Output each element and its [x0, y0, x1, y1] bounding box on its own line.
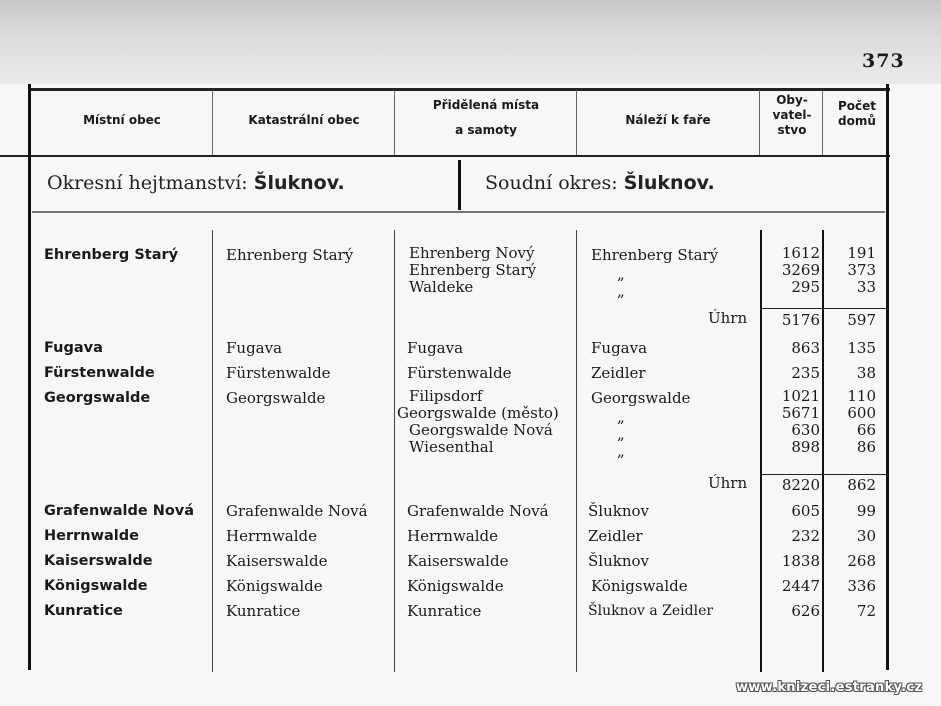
cell-obyv-total: 8220 [781, 476, 820, 494]
district-right [485, 172, 715, 194]
cell-obyv: 3269 [781, 261, 820, 279]
cell-katastr: Georgswalde [226, 389, 326, 407]
cell-obyv: 863 [791, 339, 820, 357]
header-bottom-rule [0, 155, 890, 157]
cell-mistni: Georgswalde [44, 390, 151, 406]
cell-mistni: Fugava [44, 340, 103, 356]
cell-domu: 191 [847, 244, 876, 262]
cell-misto: Grafenwalde Nová [407, 502, 549, 520]
table-right-border [886, 84, 889, 670]
cell-obyv: 630 [791, 421, 820, 439]
table-left-border [28, 84, 31, 670]
header-obyv-line1: Oby- [776, 93, 808, 107]
cell-obyv: 1021 [781, 387, 820, 405]
cell-obyv: 2447 [781, 577, 820, 595]
district-right-value: Šluknov. [623, 172, 715, 194]
cell-obyv: 626 [791, 602, 820, 620]
cell-misto: Wiesenthal [409, 438, 494, 456]
cell-mistni: Grafenwalde Nová [44, 503, 195, 519]
cell-misto: Kunratice [407, 602, 482, 620]
cell-fara: Šluknov [588, 502, 649, 520]
cell-obyv: 1612 [781, 244, 820, 262]
cell-misto: Fürstenwalde [407, 364, 512, 382]
cell-mistni: Herrnwalde [44, 528, 139, 544]
cell-fara-ditto: „ [617, 425, 625, 443]
cell-mistni: Ehrenberg Starý [44, 247, 179, 263]
header-domu-line1: Počet [837, 99, 877, 113]
column-divider [822, 230, 824, 672]
cell-mistni: Königswalde [44, 578, 148, 594]
column-divider [576, 230, 577, 672]
cell-obyv: 605 [791, 502, 820, 520]
cell-domu: 38 [856, 364, 876, 382]
sum-label: Úhrn [708, 309, 748, 327]
cell-fara: Königswalde [591, 577, 688, 595]
cell-katastr: Herrnwalde [226, 527, 318, 545]
header-nalezi-k-fare: Náleží k faře [625, 113, 711, 127]
cell-fara: Fugava [591, 339, 648, 357]
district-divider [458, 160, 461, 210]
cell-fara: Šluknov a Zeidler [588, 603, 714, 619]
header-domu-line2: domů [838, 114, 876, 128]
watermark-url: www.knizeci.estranky.cz [736, 680, 923, 695]
header-obyv-line3: stvo [777, 123, 807, 137]
header-katastralni-obec: Katastrální obec [248, 113, 360, 127]
cell-domu: 336 [847, 577, 876, 595]
cell-misto: Georgswalde Nová [409, 421, 553, 439]
cell-mistni: Fürstenwalde [44, 365, 155, 381]
header-divider [394, 90, 395, 155]
district-bottom-rule [32, 211, 885, 213]
district-left-value: Šluknov. [253, 172, 345, 194]
cell-domu: 268 [847, 552, 876, 570]
cell-obyv: 295 [791, 278, 820, 296]
cell-mistni: Kaiserswalde [44, 553, 153, 569]
cell-domu: 30 [856, 527, 876, 545]
cell-misto: Kaiserswalde [407, 552, 509, 570]
cell-domu: 600 [847, 404, 876, 422]
column-divider [760, 230, 762, 672]
cell-fara: Zeidler [588, 527, 643, 545]
cell-domu: 373 [847, 261, 876, 279]
district-left [47, 172, 345, 194]
header-divider [576, 90, 577, 155]
cell-misto: Ehrenberg Starý [409, 261, 537, 279]
header-divider [759, 90, 760, 155]
cell-domu: 135 [847, 339, 876, 357]
cell-katastr: Kunratice [226, 602, 301, 620]
header-mistni-obec: Místní obec [83, 113, 161, 127]
cell-fara: Ehrenberg Starý [591, 246, 719, 264]
cell-obyv: 235 [791, 364, 820, 382]
cell-domu: 86 [856, 438, 876, 456]
header-obyvatelstvo [762, 93, 822, 138]
cell-katastr: Ehrenberg Starý [226, 246, 354, 264]
column-divider [394, 230, 395, 672]
cell-fara-ditto: „ [617, 265, 625, 283]
scan-background-top [0, 0, 941, 86]
sum-label: Úhrn [708, 474, 748, 492]
header-pridelena-line2: a samoty [455, 123, 517, 137]
cell-misto: Filipsdorf [409, 387, 483, 405]
cell-domu: 72 [856, 602, 876, 620]
header-pridelena-mista [396, 98, 576, 138]
page-number: 373 [862, 50, 905, 72]
cell-katastr: Fugava [226, 339, 283, 357]
cell-fara-ditto: „ [617, 442, 625, 460]
sum-rule [762, 308, 886, 309]
cell-misto: Herrnwalde [407, 527, 499, 545]
cell-domu-total: 597 [847, 311, 876, 329]
cell-fara: Šluknov [588, 552, 649, 570]
cell-obyv-total: 5176 [781, 311, 820, 329]
table-top-rule [28, 88, 890, 91]
cell-misto: Ehrenberg Nový [409, 244, 535, 262]
cell-fara: Zeidler [591, 364, 646, 382]
header-pocet-domu [824, 99, 890, 129]
cell-fara-ditto: „ [617, 282, 625, 300]
cell-misto: Fugava [407, 339, 464, 357]
cell-misto: Königswalde [407, 577, 504, 595]
cell-katastr: Grafenwalde Nová [226, 502, 368, 520]
cell-domu-total: 862 [847, 476, 876, 494]
cell-obyv: 232 [791, 527, 820, 545]
cell-domu: 33 [856, 278, 876, 296]
cell-mistni: Kunratice [44, 603, 123, 619]
cell-domu: 66 [856, 421, 876, 439]
cell-fara-ditto: „ [617, 408, 625, 426]
district-right-label: Soudní okres: [485, 172, 618, 194]
cell-fara: Georgswalde [591, 389, 691, 407]
cell-katastr: Kaiserswalde [226, 552, 328, 570]
cell-katastr: Königswalde [226, 577, 323, 595]
header-pridelena-line1: Přidělená místa [432, 98, 540, 112]
cell-katastr: Fürstenwalde [226, 364, 331, 382]
cell-obyv: 1838 [781, 552, 820, 570]
cell-domu: 110 [847, 387, 876, 405]
cell-misto: Georgswalde (město) [397, 404, 559, 422]
cell-misto: Waldeke [409, 278, 474, 296]
header-divider [822, 90, 823, 155]
district-left-label: Okresní hejtmanství: [47, 172, 248, 194]
cell-obyv: 898 [791, 438, 820, 456]
header-obyv-line2: vatel- [772, 108, 812, 122]
cell-domu: 99 [856, 502, 876, 520]
column-divider [212, 230, 213, 672]
header-divider [212, 90, 213, 155]
cell-obyv: 5671 [781, 404, 820, 422]
